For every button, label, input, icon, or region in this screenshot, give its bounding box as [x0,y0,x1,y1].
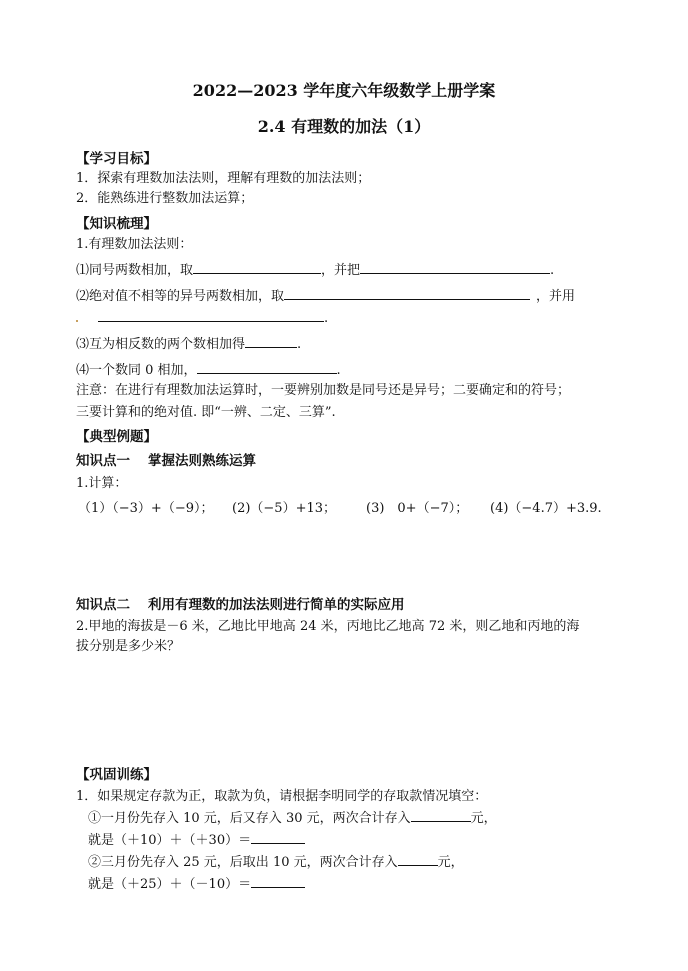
examples-heading: 【典型例题】 [76,429,157,445]
rule-2-blank-1[interactable] [284,286,530,300]
rule-4-text-b: . [336,363,341,378]
kp1-title: 掌握法则熟练运算 [148,453,256,469]
rule-2-blank-2[interactable] [98,308,324,322]
kp2-title: 利用有理数的加法法则进行简单的实际应用 [148,597,405,613]
practice-a2 [88,830,305,850]
rule-3 [76,334,301,354]
kp2-heading [76,596,405,614]
review-intro: 1.有理数加法法则： [76,237,193,252]
example-q2-line-2: 拔分别是多少米？ [76,639,181,654]
example-q1: 1.计算： [76,476,128,491]
objective-item-2: 2．能熟练进行整数加法运算； [76,191,254,206]
review-heading: 【知识梳理】 [76,216,157,232]
practice-heading: 【巩固训练】 [76,767,157,783]
practice-b1-unit: 元， [437,855,464,870]
rule-1-text-a: ⑴同号两数相加，取 [76,263,194,278]
rule-1-text-c: . [550,263,555,278]
page-title: 2022—2023 学年度六年级数学上册学案 [192,81,496,100]
rule-2-text-a: ⑵绝对值不相等的异号两数相加，取 [76,289,285,304]
rule-4-blank[interactable] [197,360,337,374]
objective-item-1: 1．探索有理数加法法则，理解有理数的加法法则； [76,171,371,186]
kp1-label: 知识点一 [76,453,130,469]
example-q1-part-3: (3) 0+（−7）； [366,501,469,516]
rule-4-text-a: ⑷一个数同 0 相加， [76,363,197,378]
margin-mark [76,320,78,322]
practice-b2-text: 就是（＋25）＋（－10）＝ [88,877,252,892]
practice-a1-unit: 元， [470,811,497,826]
kp2-label: 知识点二 [76,597,130,613]
rule-2-text-c: . [324,311,329,326]
objectives-heading: 【学习目标】 [76,151,157,167]
kp1-heading [76,452,256,470]
rule-2-cont [98,308,328,328]
practice-b2 [88,874,305,894]
rule-3-text-a: ⑶互为相反数的两个数相加得 [76,337,246,352]
rule-4 [76,360,341,380]
example-q1-part-4: (4)（−4.7）+3.9. [490,501,602,516]
example-q1-part-2: (2)（−5）+13； [232,501,337,516]
rule-3-text-b: . [297,337,302,352]
rule-1-blank-1[interactable] [193,260,321,274]
practice-a2-text: 就是（＋10）＋（＋30）＝ [88,833,252,848]
practice-q1: 1．如果规定存款为正，取款为负，请根据李明同学的存取款情况填空： [76,789,488,804]
page-subtitle: 2.4 有理数的加法（1） [257,117,431,136]
practice-a1 [88,808,497,828]
practice-b2-blank[interactable] [251,874,305,888]
practice-a1-blank[interactable] [411,808,471,822]
rule-1-text-b: ，并把 [321,263,361,278]
rule-1-blank-2[interactable] [360,260,550,274]
example-q1-part-1: （1）（−3）+（−9）； [78,501,214,516]
rule-2 [76,286,575,306]
rule-1 [76,260,554,280]
practice-a2-blank[interactable] [251,830,305,844]
practice-a1-text: ①一月份先存入 10 元，后又存入 30 元，两次合计存入 [88,811,411,826]
rule-2-text-b: ，并用 [536,289,576,304]
rule-3-blank[interactable] [245,334,297,348]
practice-b1-blank[interactable] [398,852,438,866]
example-q2-line-1: 2.甲地的海拔是－6 米，乙地比甲地高 24 米，丙地比乙地高 72 米，则乙地和丙地的海 [76,619,580,634]
practice-b1 [88,852,464,872]
note-line-2: 三要计算和的绝对值. 即“一辨、二定、三算”. [76,405,336,420]
practice-b1-text: ②三月份先存入 25 元，后取出 10 元，两次合计存入 [88,855,398,870]
note-line-1: 注意：在进行有理数加法运算时，一要辨别加数是同号还是异号；二要确定和的符号； [76,383,571,398]
